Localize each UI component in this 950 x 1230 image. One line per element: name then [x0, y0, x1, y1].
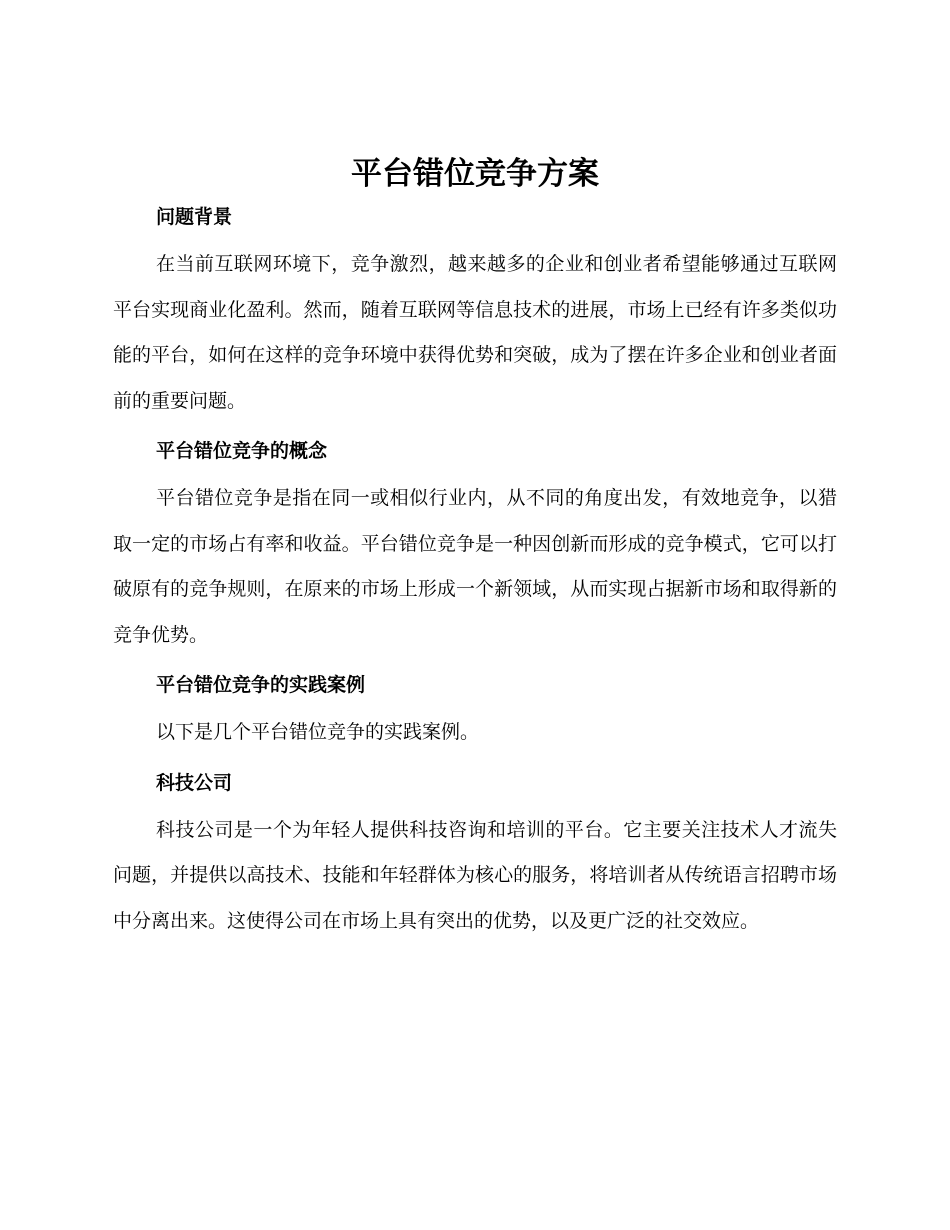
- section-paragraph-tech-company: 科技公司是一个为年轻人提供科技咨询和培训的平台。它主要关注技术人才流失问题，并提供以高技术、技能和年轻群体为核心的服务，将培训者从传统语言招聘市场中分离出来。这使得公司在市场上具有突出的优势，以及更广泛的社交效应。: [113, 818, 837, 932]
- section-paragraph-cases: 以下是几个平台错位竞争的实践案例。: [156, 721, 480, 743]
- document-title: 平台错位竞争方案: [351, 156, 599, 192]
- section-heading-tech-company: 科技公司: [156, 771, 233, 794]
- spacer: [113, 424, 837, 436]
- spacer: [113, 700, 837, 710]
- section-heading-concept: 平台错位竞争的概念: [156, 440, 328, 462]
- spacer: [113, 658, 837, 670]
- section-paragraph-background: 在当前互联网环境下，竞争激烈，越来越多的企业和创业者希望能够通过互联网平台实现商业化盈利。然而，随着互联网等信息技术的进展，市场上已经有许多类似功能的平台，如何在这样的竞争环境中获得优势和突破，成为了摆在许多企业和创业者面前的重要问题。: [113, 253, 837, 412]
- section-heading-background: 问题背景: [156, 206, 233, 228]
- section-paragraph-concept: 平台错位竞争是指在同一或相似行业内，从不同的角度出发，有效地竞争，以猎取一定的市场占有率和收益。平台错位竞争是一种因创新而形成的竞争模式，它可以打破原有的竞争规则，在原来的市场上形成一个新领域，从而实现占据新市场和取得新的竞争优势。: [113, 487, 837, 646]
- section-heading-cases: 平台错位竞争的实践案例: [156, 674, 366, 696]
- spacer: [113, 466, 837, 476]
- spacer: [113, 756, 837, 768]
- document-page: [113, 148, 837, 944]
- spacer: [113, 232, 837, 242]
- spacer: [113, 798, 837, 808]
